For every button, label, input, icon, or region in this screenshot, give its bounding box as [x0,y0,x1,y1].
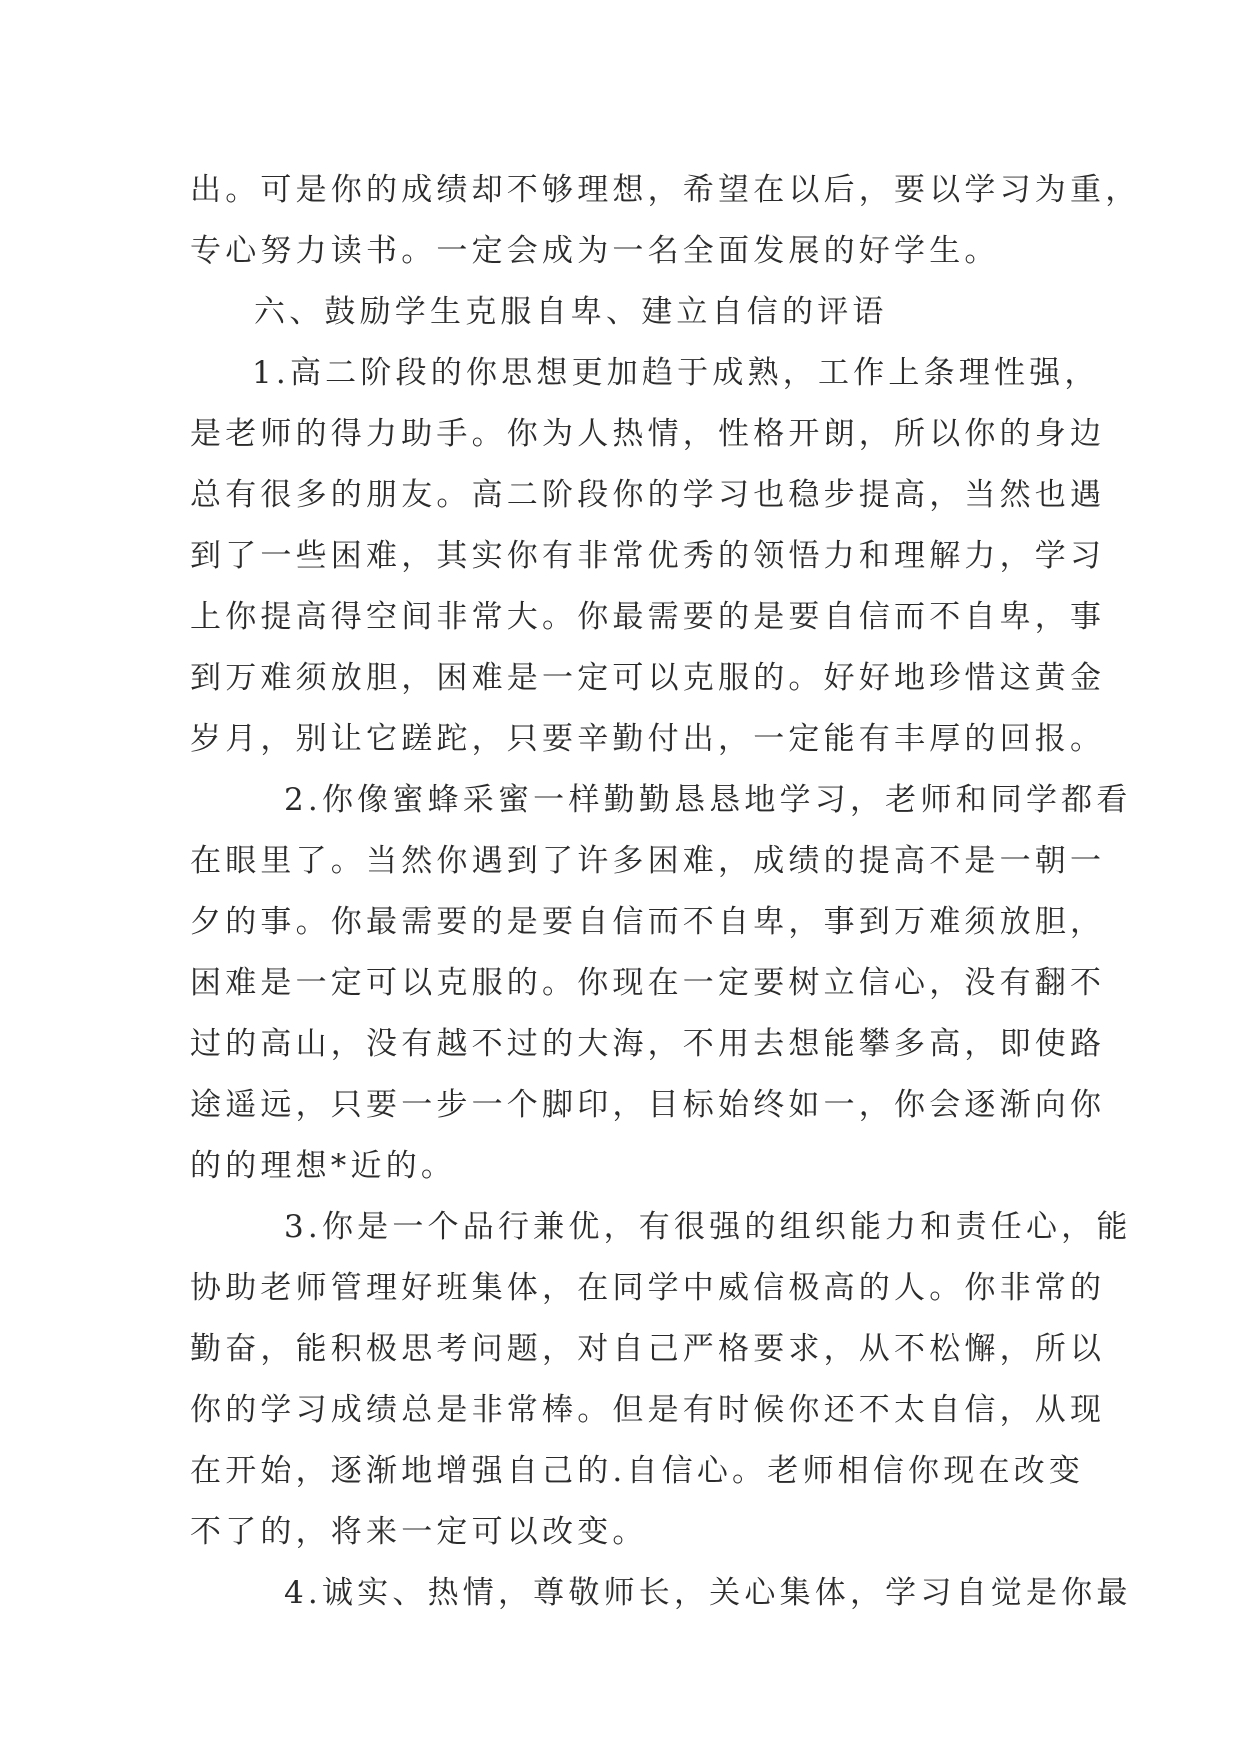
paragraph-line: 夕的事。你最需要的是要自信而不自卑，事到万难须放胆， [190,904,1106,940]
paragraph-line: 困难是一定可以克服的。你现在一定要树立信心，没有翻不 [190,965,1106,1001]
paragraph-line: 的的理想*近的。 [190,1148,457,1184]
paragraph-line: 协助老师管理好班集体，在同学中威信极高的人。你非常的 [190,1270,1106,1306]
paragraph-line: 总有很多的朋友。高二阶段你的学习也稳步提高，当然也遇 [190,477,1106,513]
paragraph-line: 途遥远，只要一步一个脚印，目标始终如一，你会逐渐向你 [190,1087,1106,1123]
paragraph-line: 勤奋，能积极思考问题，对自己严格要求，从不松懈，所以 [190,1331,1106,1367]
paragraph-line: 专心努力读书。一定会成为一名全面发展的好学生。 [190,233,1000,269]
item-4-first-line: 4.诚实、热情，尊敬师长，关心集体，学习自觉是你最 [284,1575,1132,1611]
paragraph-line: 在开始，逐渐地增强自己的.自信心。老师相信你现在改变 [190,1453,1085,1489]
paragraph-line: 到万难须放胆，困难是一定可以克服的。好好地珍惜这黄金 [190,660,1106,696]
paragraph-line: 岁月，别让它蹉跎，只要辛勤付出，一定能有丰厚的回报。 [190,721,1106,757]
item-3-first-line: 3.你是一个品行兼优，有很强的组织能力和责任心，能 [284,1209,1132,1245]
paragraph-line: 过的高山，没有越不过的大海，不用去想能攀多高，即使路 [190,1026,1106,1062]
paragraph-line: 不了的，将来一定可以改变。 [190,1514,648,1550]
paragraph-line: 上你提高得空间非常大。你最需要的是要自信而不自卑，事 [190,599,1106,635]
paragraph-line: 出。可是你的成绩却不够理想，希望在以后，要以学习为重， [190,172,1141,208]
document-body [190,160,1141,1624]
paragraph-line: 是老师的得力助手。你为人热情，性格开朗，所以你的身边 [190,416,1106,452]
section-heading: 六、鼓励学生克服自卑、建立自信的评语 [254,294,888,330]
item-2-first-line: 2.你像蜜蜂采蜜一样勤勤恳恳地学习，老师和同学都看 [284,782,1132,818]
paragraph-line: 在眼里了。当然你遇到了许多困难，成绩的提高不是一朝一 [190,843,1106,879]
paragraph-line: 你的学习成绩总是非常棒。但是有时候你还不太自信，从现 [190,1392,1106,1428]
paragraph-line: 到了一些困难，其实你有非常优秀的领悟力和理解力，学习 [190,538,1106,574]
item-1-first-line: 1.高二阶段的你思想更加趋于成熟，工作上条理性强， [252,355,1100,391]
